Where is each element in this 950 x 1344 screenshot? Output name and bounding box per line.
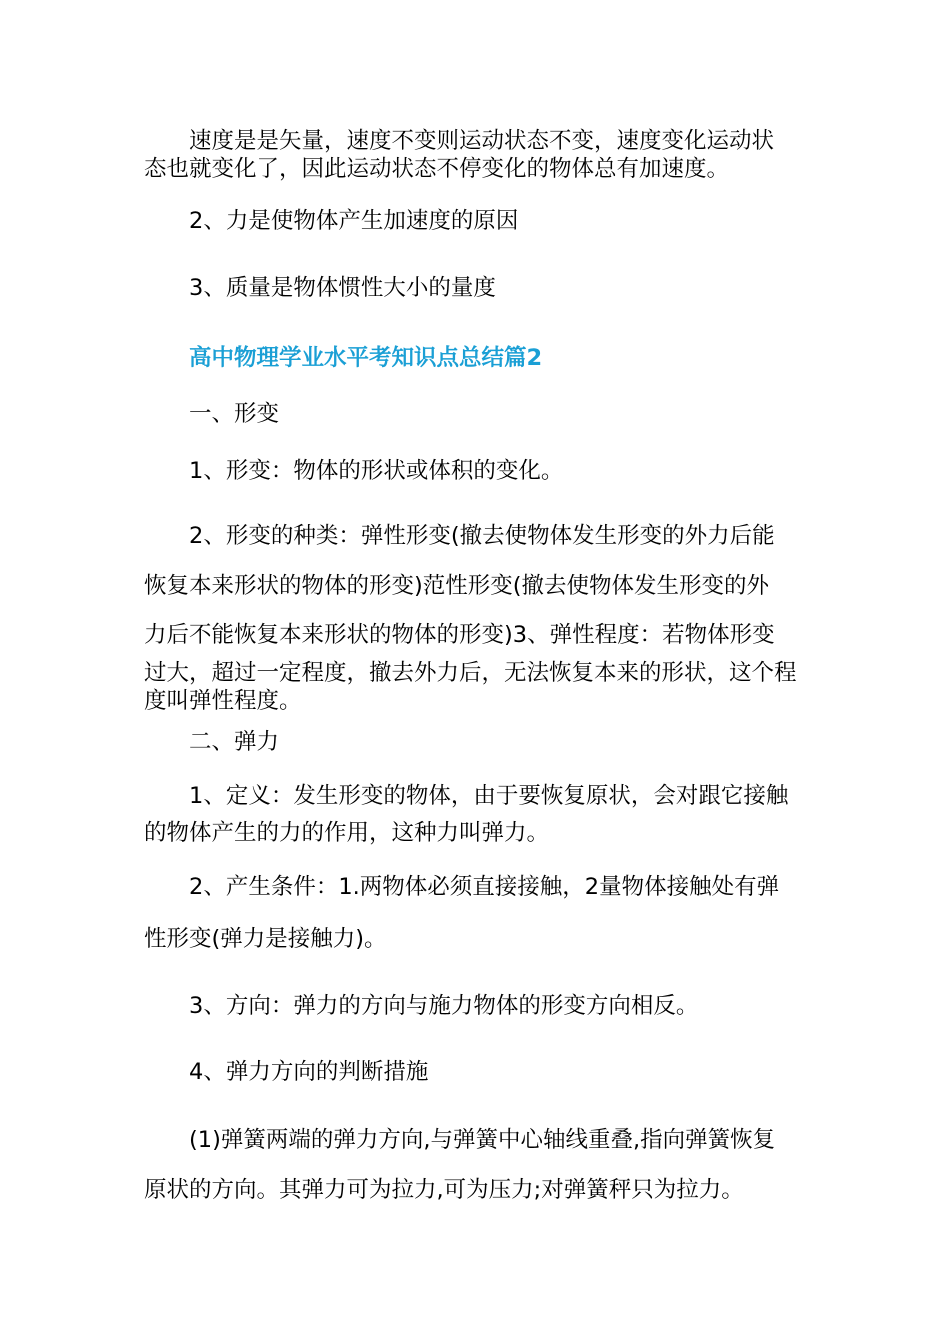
paragraph-elastic-definition-line1: 1、定义：发生形变的物体，由于要恢复原状，会对跟它接触: [144, 783, 789, 809]
paragraph-deformation-definition: 1、形变：物体的形状或体积的变化。: [144, 458, 564, 484]
paragraph-spring-line2: 原状的方向。其弹力可为拉力,可为压力;对弹簧秤只为拉力。: [144, 1177, 744, 1203]
section-heading: 高中物理学业水平考知识点总结篇2: [144, 345, 543, 371]
paragraph-deformation-types-line2: 恢复本来形状的物体的形变)范性形变(撤去使物体发生形变的外: [144, 573, 770, 599]
paragraph-spring-line1: (1)弹簧两端的弹力方向,与弹簧中心轴线重叠,指向弹簧恢复: [144, 1127, 776, 1153]
paragraph-elastic-force-title: 二、弹力: [144, 729, 280, 755]
paragraph-deformation-types-line4: 过大，超过一定程度，撤去外力后，无法恢复本来的形状，这个程: [144, 660, 797, 686]
paragraph-conditions-line1: 2、产生条件：1.两物体必须直接接触，2量物体接触处有弹: [144, 874, 780, 900]
paragraph-mass-inertia: 3、质量是物体惯性大小的量度: [144, 275, 496, 301]
paragraph-conditions-line2: 性形变(弹力是接触力)。: [144, 926, 387, 952]
paragraph-force-acceleration: 2、力是使物体产生加速度的原因: [144, 208, 519, 234]
paragraph-deformation-title: 一、形变: [144, 401, 280, 427]
paragraph-elastic-definition-line2: 的物体产生的力的作用，这种力叫弹力。: [144, 820, 550, 846]
paragraph-deformation-types-line5: 度叫弹性程度。: [144, 688, 302, 714]
paragraph-direction: 3、方向：弹力的方向与施力物体的形变方向相反。: [144, 993, 699, 1019]
paragraph-deformation-types-line1: 2、形变的种类：弹性形变(撤去使物体发生形变的外力后能: [144, 523, 775, 549]
paragraph-velocity-line1: 速度是是矢量，速度不变则运动状态不变，速度变化运动状: [144, 128, 775, 154]
paragraph-velocity-line2: 态也就变化了，因此运动状态不停变化的物体总有加速度。: [144, 156, 730, 182]
paragraph-direction-methods: 4、弹力方向的判断措施: [144, 1059, 429, 1085]
paragraph-deformation-types-line3: 力后不能恢复本来形状的物体的形变)3、弹性程度：若物体形变: [144, 622, 775, 648]
